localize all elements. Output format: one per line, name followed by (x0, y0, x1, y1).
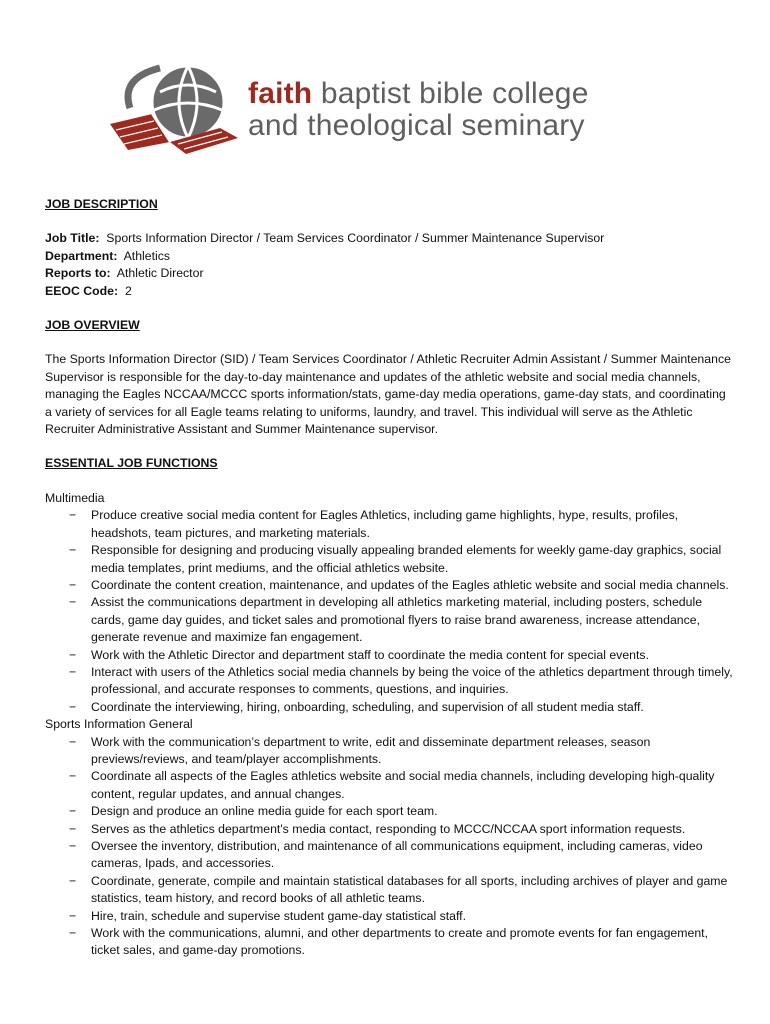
list-item (45, 873, 735, 908)
bullet-dash: − (69, 664, 77, 679)
college-logo (100, 58, 660, 158)
department-value: Athletics (123, 248, 171, 263)
bullet-dash: − (69, 577, 77, 592)
reports-to-label: Reports to: (45, 266, 111, 281)
list-item-text: Coordinate, generate, compile and maintain statistical databases for all sports, including archives of player and game statistics, team history, and record books of all athletic teams. (91, 873, 728, 906)
list-item (45, 507, 735, 542)
essential-functions-heading: ESSENTIAL JOB FUNCTIONS (45, 456, 218, 471)
list-item-text: Oversee the inventory, distribution, and maintenance of all communications equipment, including cameras, video cameras, Ipads, and accessories. (91, 839, 703, 871)
job-title-value: Sports Information Director / Team Services Coordinator / Summer Maintenance Supervisor (106, 231, 605, 246)
list-item-text: Work with the communications, alumni, and other departments to create and promote events for fan engagement, ticket sales, and game-day promotions. (91, 926, 708, 958)
reports-to-row (45, 265, 735, 282)
list-item (45, 594, 735, 646)
function-list (45, 734, 735, 960)
list-item-text: Work with the Athletic Director and department staff to coordinate the media content for special events. (91, 647, 649, 662)
bullet-dash: − (69, 595, 77, 610)
essential-functions-section (45, 455, 735, 959)
list-item-text: Serves as the athletics department's media contact, responding to MCCC/NCCAA sport information requests. (91, 821, 686, 836)
function-group-title: Multimedia (45, 490, 105, 505)
bullet-dash: − (69, 908, 77, 923)
function-list (45, 507, 735, 716)
bullet-dash: − (69, 647, 77, 662)
eeoc-value: 2 (124, 283, 132, 298)
list-item-text: Coordinate all aspects of the Eagles athletics website and social media channels, including developing high-quality content, regular updates, and annual changes. (91, 769, 715, 801)
eeoc-row (45, 283, 735, 300)
eeoc-label: EEOC Code: (45, 283, 119, 298)
list-item-text: Design and produce an online media guide for each sport team. (91, 804, 438, 819)
job-overview-heading: JOB OVERVIEW (45, 318, 140, 333)
logo-title-line1 (248, 78, 589, 110)
job-meta (45, 230, 735, 300)
list-item (45, 734, 735, 769)
department-label: Department: (45, 248, 118, 263)
job-overview-section (45, 317, 735, 438)
bullet-dash: − (69, 804, 77, 819)
list-item (45, 577, 735, 594)
function-group-title: Sports Information General (45, 717, 193, 732)
job-description-heading: JOB DESCRIPTION (45, 197, 158, 211)
globe-book-icon (100, 58, 245, 158)
list-item-text: Produce creative social media content for Eagles Athletics, including game highlights, hype, results, profiles, headshots, team pictures, and marketing materials. (91, 508, 679, 540)
job-title-label: Job Title: (45, 231, 100, 246)
list-item (45, 699, 735, 716)
list-item (45, 908, 735, 925)
job-title-row (45, 230, 735, 247)
bullet-dash: − (69, 839, 77, 853)
list-item (45, 768, 735, 803)
bullet-dash: − (69, 699, 77, 714)
list-item (45, 542, 735, 577)
logo-line1-rest: baptist bible college (312, 77, 589, 110)
department-row (45, 248, 735, 265)
bullet-dash: − (69, 926, 77, 941)
bullet-dash: − (69, 508, 77, 523)
list-item-text: Assist the communications department in developing all athletics marketing material, including posters, schedule cards, game day guides, and ticket sales and promotional flyers to raise brand awareness, increase attendance, generate revenue and maximize fan engagement. (91, 595, 703, 645)
list-item-text: Hire, train, schedule and supervise student game-day statistical staff. (91, 908, 467, 923)
bullet-dash: − (69, 769, 77, 784)
logo-title-line2: and theological seminary (248, 109, 585, 142)
job-overview-text: The Sports Information Director (SID) / Team Services Coordinator / Athletic Recruiter Admin Assistant / Summer Maintenance Supervisor is responsible for the day-to-day maintenance and updates of the athletic website and social media channels, managing the Eagles NCCAA/MCCC sports information/stats, game-day media operations, game-day stats, and coordinating a variety of services for all Eagle teams relating to uniforms, laundry, and travel. This individual will serve as the Athletic Recruiter Administrative Assistant and Summer Maintenance supervisor. (45, 352, 731, 437)
list-item-text: Interact with users of the Athletics social media channels by being the voice of the athletics department through timely, professional, and accurate responses to comments, questions, and inquiries. (91, 664, 733, 697)
list-item-text: Coordinate the interviewing, hiring, onboarding, scheduling, and supervision of all student media staff. (91, 699, 644, 714)
list-item (45, 664, 735, 699)
list-item-text: Responsible for designing and producing visually appealing branded elements for weekly game-day graphics, social media templates, print mediums, and the official athletics website. (91, 543, 722, 575)
list-item (45, 803, 735, 820)
list-item-text: Coordinate the content creation, maintenance, and updates of the Eagles athletic website and social media channels. (91, 577, 729, 592)
list-item-text: Work with the communication’s department to write, edit and disseminate department releases, season previews/reviews, and team/player accomplishments. (91, 734, 651, 766)
list-item (45, 838, 735, 873)
reports-to-value: Athletic Director (116, 266, 204, 281)
bullet-dash: − (69, 543, 77, 558)
function-groups (45, 490, 735, 960)
logo-word-faith: faith (248, 77, 313, 110)
list-item (45, 821, 735, 838)
list-item (45, 647, 735, 664)
document-body (45, 196, 735, 960)
list-item (45, 925, 735, 960)
bullet-dash: − (69, 821, 77, 836)
bullet-dash: − (69, 734, 77, 749)
bullet-dash: − (69, 873, 77, 888)
